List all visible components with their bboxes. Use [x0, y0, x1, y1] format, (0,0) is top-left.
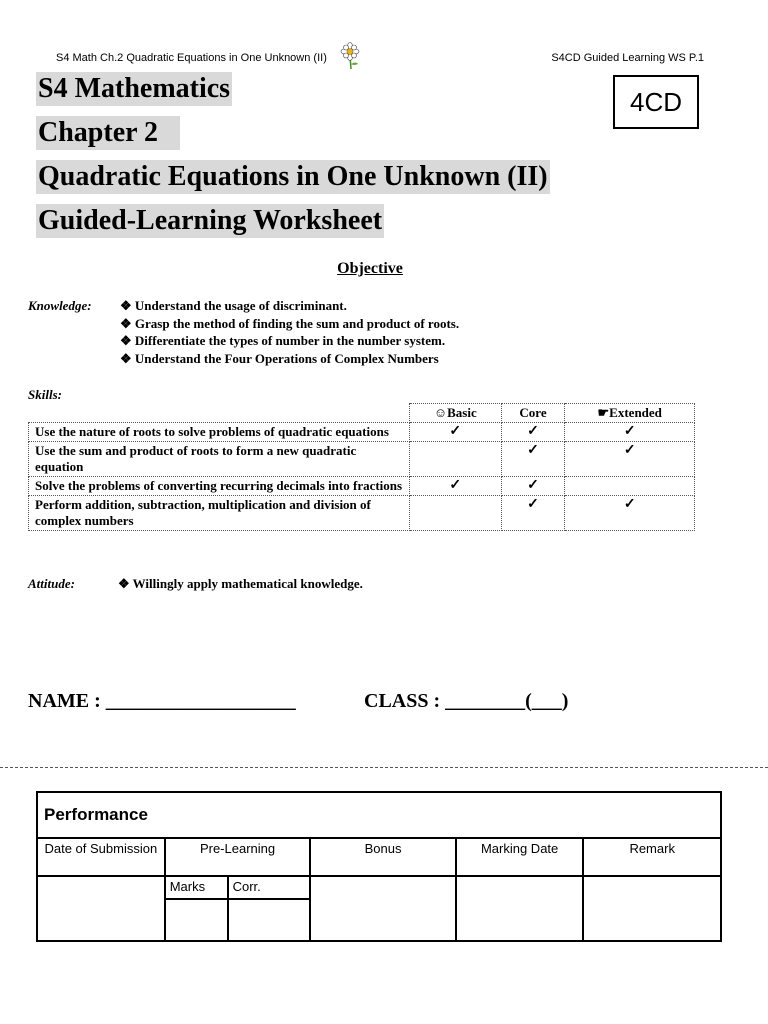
- header-marking-date: Marking Date: [456, 838, 584, 876]
- skills-label: Skills:: [28, 387, 62, 402]
- check-cell-extended: ✓: [565, 442, 695, 477]
- title-subject: S4 Mathematics: [38, 73, 231, 104]
- subheader-marks: Marks: [165, 876, 228, 899]
- check-cell-core: ✓: [501, 477, 565, 496]
- skill-cell: Use the sum and product of roots to form a new quadratic equation: [29, 442, 410, 477]
- check-cell-extended: ✓: [565, 496, 695, 531]
- class-code-box: 4CD: [613, 75, 699, 129]
- table-row: [29, 442, 695, 477]
- cell-date-of-submission[interactable]: [37, 876, 165, 941]
- knowledge-item: ❖ Grasp the method of finding the sum and product of roots.: [120, 316, 460, 331]
- flower-icon: [338, 42, 362, 70]
- attitude-item: ❖ Willingly apply mathematical knowledge.: [118, 576, 363, 591]
- header-date-of-submission: Date of Submission: [37, 838, 165, 876]
- skill-cell: Perform addition, subtraction, multiplication and division of complex numbers: [29, 496, 410, 531]
- objective-heading: Objective: [337, 260, 403, 277]
- performance-title: Performance: [37, 792, 721, 838]
- check-cell-core: ✓: [501, 442, 565, 477]
- cell-bonus[interactable]: [310, 876, 455, 941]
- cell-corr[interactable]: [228, 899, 311, 941]
- title-topic: Quadratic Equations in One Unknown (II): [38, 161, 548, 192]
- check-cell-extended: [565, 477, 695, 496]
- header-right-text: S4CD Guided Learning WS P.1: [551, 52, 704, 64]
- header-bonus: Bonus: [310, 838, 455, 876]
- knowledge-item: ❖ Understand the Four Operations of Complex Numbers: [120, 351, 439, 366]
- skill-cell: Solve the problems of converting recurring decimals into fractions: [29, 477, 410, 496]
- table-row: [29, 423, 695, 442]
- cell-marking-date[interactable]: [456, 876, 584, 941]
- cell-remark[interactable]: [583, 876, 721, 941]
- cell-marks[interactable]: [165, 899, 228, 941]
- skills-table: [28, 403, 695, 531]
- class-field[interactable]: CLASS : ________(___): [364, 690, 569, 712]
- cut-line-divider: [0, 767, 768, 768]
- knowledge-item: ❖ Understand the usage of discriminant.: [120, 298, 347, 313]
- check-cell-core: ✓: [501, 496, 565, 531]
- column-header-basic: ☺Basic: [410, 404, 502, 423]
- check-cell-core: ✓: [501, 423, 565, 442]
- header-pre-learning: Pre-Learning: [165, 838, 311, 876]
- skills-header-blank: [29, 404, 410, 423]
- knowledge-label: Knowledge:: [28, 298, 92, 313]
- check-cell-basic: ✓: [410, 477, 502, 496]
- performance-table: [36, 791, 722, 942]
- title-worksheet: Guided-Learning Worksheet: [38, 205, 383, 236]
- name-field[interactable]: NAME : ___________________: [28, 690, 296, 712]
- header-remark: Remark: [583, 838, 721, 876]
- check-cell-basic: [410, 442, 502, 477]
- skill-cell: Use the nature of roots to solve problems of quadratic equations: [29, 423, 410, 442]
- table-row: [29, 477, 695, 496]
- check-cell-basic: [410, 496, 502, 531]
- title-chapter: Chapter 2: [36, 116, 180, 150]
- check-cell-extended: ✓: [565, 423, 695, 442]
- column-header-core: Core: [501, 404, 565, 423]
- subheader-corr: Corr.: [228, 876, 311, 899]
- knowledge-item: ❖ Differentiate the types of number in the number system.: [120, 333, 446, 348]
- attitude-label: Attitude:: [28, 576, 75, 591]
- check-cell-basic: ✓: [410, 423, 502, 442]
- table-row: [29, 496, 695, 531]
- column-header-extended: ☛Extended: [565, 404, 695, 423]
- header-left-text: S4 Math Ch.2 Quadratic Equations in One Unknown (II): [56, 52, 327, 64]
